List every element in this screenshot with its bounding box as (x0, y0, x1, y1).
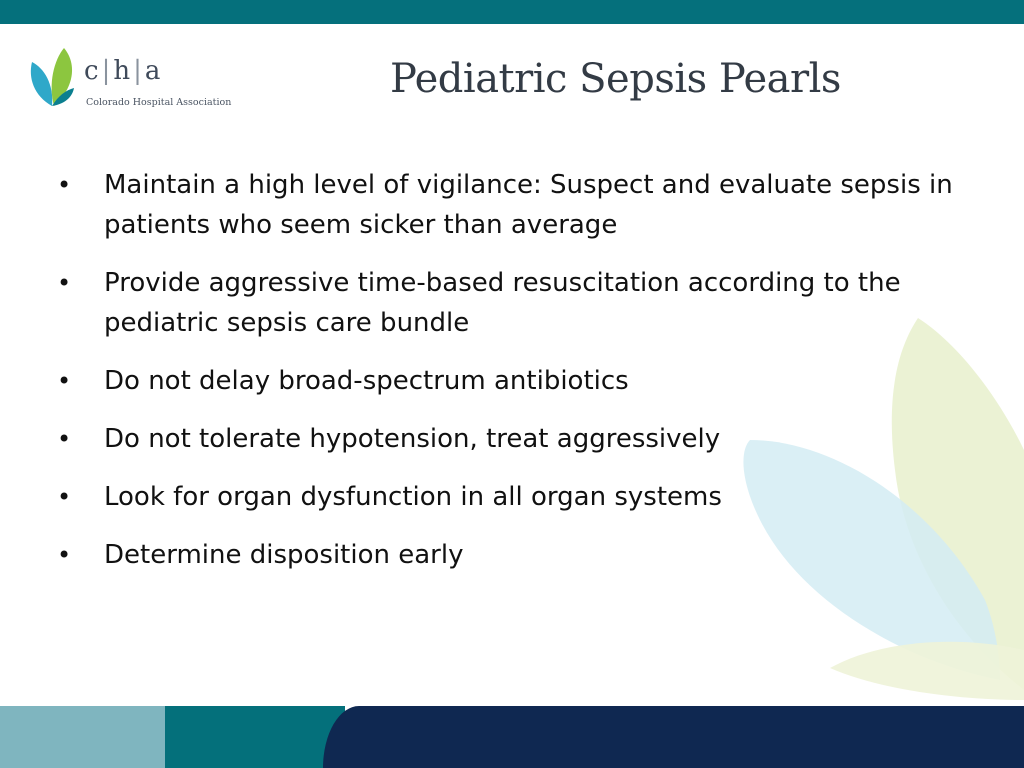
bullet-text: Maintain a high level of vigilance: Suspect and evaluate sepsis in patients who seem sicker than average (104, 170, 953, 240)
bullet-item (52, 535, 982, 575)
slide-title: Pediatric Sepsis Pearls (390, 56, 841, 102)
bottom-banner-bar (0, 706, 1024, 768)
logo-letter-c: c (84, 56, 100, 86)
bullet-dot: • (57, 171, 72, 199)
bullet-item (52, 361, 982, 401)
logo-separator: | (101, 56, 112, 86)
bullet-item (52, 263, 982, 343)
bullet-dot: • (57, 483, 72, 511)
bullet-dot: • (57, 269, 72, 297)
logo-separator: | (133, 56, 143, 86)
bullet-text: Provide aggressive time-based resuscitation according to the pediatric sepsis care bundle (104, 268, 901, 338)
bullet-text: Do not tolerate hypotension, treat aggressively (104, 424, 721, 454)
logo-letter-a: a (144, 56, 162, 86)
bullet-text: Do not delay broad-spectrum antibiotics (104, 366, 629, 396)
leaf-logo-icon (22, 44, 82, 110)
bullet-item (52, 477, 982, 517)
logo-subtitle: Colorado Hospital Association (86, 97, 232, 108)
logo-letter-h: h (113, 56, 132, 86)
bottom-bar-navy-segment (323, 706, 1024, 768)
bullet-dot: • (57, 541, 72, 569)
bullet-text: Look for organ dysfunction in all organ systems (104, 482, 722, 512)
bullet-text: Determine disposition early (104, 540, 464, 570)
cha-logo (22, 44, 242, 110)
bullet-list (52, 165, 982, 593)
bottom-bar-light-teal-segment (0, 706, 165, 768)
bullet-dot: • (57, 425, 72, 453)
bullet-item (52, 419, 982, 459)
logo-wordmark (84, 58, 161, 84)
bullet-item (52, 165, 982, 245)
background-leaf-pale (830, 642, 1024, 700)
bullet-dot: • (57, 367, 72, 395)
bottom-bar-teal-segment (165, 706, 345, 768)
